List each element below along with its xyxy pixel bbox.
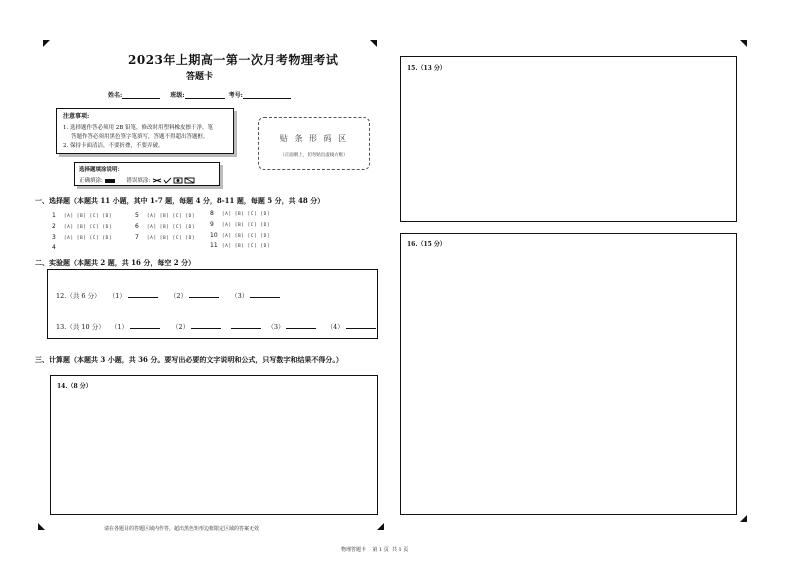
q12-row — [56, 291, 280, 300]
barcode-area — [258, 117, 370, 170]
notice-item-1-line-2: 答题作答必须用黑色签字笔填写，答题不得超出答题框。 — [71, 134, 209, 140]
choice-bubbles[interactable]: [A] [B] [C] [D] — [221, 212, 271, 217]
choice-row-9[interactable] — [210, 221, 270, 228]
choice-number: 6 — [135, 223, 139, 230]
choice-row-5[interactable] — [135, 212, 195, 219]
choice-number: 9 — [210, 221, 214, 228]
corner-mark-top-middle — [370, 40, 377, 47]
q12-blank-1[interactable] — [128, 291, 158, 298]
choice-number: 10 — [210, 232, 218, 239]
q13-blank-2b[interactable] — [231, 322, 261, 329]
q13-blank-4[interactable] — [346, 322, 376, 329]
choice-number: 2 — [52, 223, 56, 230]
corner-mark-top-left — [43, 40, 50, 47]
q12-blank-2-label: （2） — [169, 292, 188, 300]
q15-answer-box[interactable] — [400, 56, 737, 222]
q13-blank-1-label: （1） — [110, 323, 128, 331]
q13-blank-2[interactable] — [191, 322, 221, 329]
footer-page-number: 物理答题卡 第 1 页 共 1 页 — [341, 547, 409, 553]
q14-answer-box[interactable] — [50, 375, 378, 515]
q15-label: 15.（13 分） — [407, 65, 446, 72]
q13-blank-1[interactable] — [130, 322, 160, 329]
class-label: 班级: — [170, 92, 185, 99]
correct-fill-label: 正确填涂: — [79, 178, 103, 184]
choice-bubbles[interactable]: [A] [B] [C] [D] — [221, 223, 271, 228]
exam-no-label: 考号: — [228, 92, 243, 99]
choice-row-11[interactable] — [210, 242, 270, 249]
choice-number: 1 — [52, 212, 56, 219]
student-info — [108, 90, 291, 99]
section-3-heading: 三、计算题（本题共 3 小题，共 36 分。要写出必要的文字说明和公式，只写数字和结果不得分。） — [35, 355, 343, 364]
corner-mark-bottom-right — [740, 515, 747, 522]
page-subtitle: 答题卡 — [186, 72, 214, 82]
correct-fill-icon — [105, 179, 115, 183]
notice-item-1-line-1: 1. 选择题作答必须用 2B 铅笔，修改时用塑料橡皮擦干净。笔 — [63, 125, 214, 131]
section-2-heading: 二、实验题（本题共 2 题，共 16 分，每空 2 分） — [35, 258, 196, 267]
q16-answer-box[interactable] — [400, 233, 737, 515]
choice-bubbles[interactable]: [A] [B] [C] [D] — [63, 214, 113, 219]
choice-row-7[interactable] — [135, 234, 195, 241]
q13-row — [56, 322, 376, 331]
q13-blank-2-label: （2） — [172, 323, 190, 331]
choice-bubbles[interactable]: [A] [B] [C] [D] — [146, 225, 196, 230]
name-label: 姓名: — [108, 92, 123, 99]
q13-blank-3-label: （3） — [267, 323, 285, 331]
class-field[interactable] — [185, 91, 225, 99]
choice-row-1[interactable] — [52, 212, 112, 219]
choice-number: 5 — [135, 212, 139, 219]
choice-bubbles[interactable]: [A] [B] [C] [D] — [146, 214, 196, 219]
choice-number: 7 — [135, 234, 139, 241]
choice-number: 4 — [52, 244, 56, 251]
wrong-fill-icon — [152, 177, 196, 184]
choice-number: 3 — [52, 234, 56, 241]
exam-no-field[interactable] — [243, 91, 291, 99]
barcode-label: 贴 条 形 码 区 — [279, 134, 349, 143]
q13-blank-3[interactable] — [286, 322, 316, 329]
choice-bubbles[interactable]: [A] [B] [C] [D] — [221, 244, 271, 249]
q13-blank-4-label: （4） — [326, 323, 344, 331]
q12-blank-3-label: （3） — [231, 292, 249, 300]
choice-bubbles[interactable]: [A] [B] [C] [D] — [146, 236, 196, 241]
choice-number: 8 — [210, 210, 214, 217]
q14-label: 14.（8 分） — [57, 383, 92, 390]
barcode-hint: （正面朝上，切勿贴出虚线方框） — [280, 153, 348, 158]
wrong-fill-label: 错误填涂: — [126, 178, 151, 184]
q12-blank-1-label: （1） — [108, 292, 126, 300]
q12-blank-3[interactable] — [250, 291, 280, 298]
q12-label: 12.（共 6 分） — [56, 292, 101, 300]
choice-row-3[interactable] — [52, 234, 112, 241]
choice-number: 11 — [210, 242, 218, 249]
name-field[interactable] — [122, 91, 160, 99]
fill-instructions — [74, 162, 220, 186]
page-title: 2023年上期高一第一次月考物理考试 — [128, 53, 339, 67]
choice-bubbles[interactable]: [A] [B] [C] [D] — [63, 236, 113, 241]
section-1-heading: 一、选择题（本题共 11 小题，其中 1-7 题，每题 4 分，8-11 题，每题 5 分，共 48 分） — [35, 196, 325, 205]
footer-warning: 请在各题目的答题区域内作答，超出黑色矩形边框限定区域的答案无效 — [104, 526, 260, 532]
choice-row-10[interactable] — [210, 232, 270, 239]
q16-label: 16.（15 分） — [407, 241, 446, 248]
q13-label: 13.（共 10 分） — [56, 323, 105, 331]
notice-box — [56, 108, 234, 154]
corner-mark-top-right — [740, 40, 747, 47]
notice-title: 注意事项: — [63, 113, 90, 120]
fill-title: 选择题填涂说明： — [79, 167, 124, 173]
choice-bubbles[interactable]: [A] [B] [C] [D] — [63, 225, 113, 230]
notice-item-2: 2. 保持卡面清洁，不要折叠，不要弄破。 — [63, 143, 164, 149]
choice-row-4[interactable] — [52, 244, 62, 251]
choice-row-6[interactable] — [135, 223, 195, 230]
choice-row-2[interactable] — [52, 223, 112, 230]
corner-mark-bottom-middle — [377, 523, 384, 530]
q12-blank-2[interactable] — [189, 291, 219, 298]
corner-mark-bottom-left — [38, 523, 45, 530]
choice-row-8[interactable] — [210, 210, 270, 217]
choice-bubbles[interactable]: [A] [B] [C] [D] — [221, 234, 271, 239]
